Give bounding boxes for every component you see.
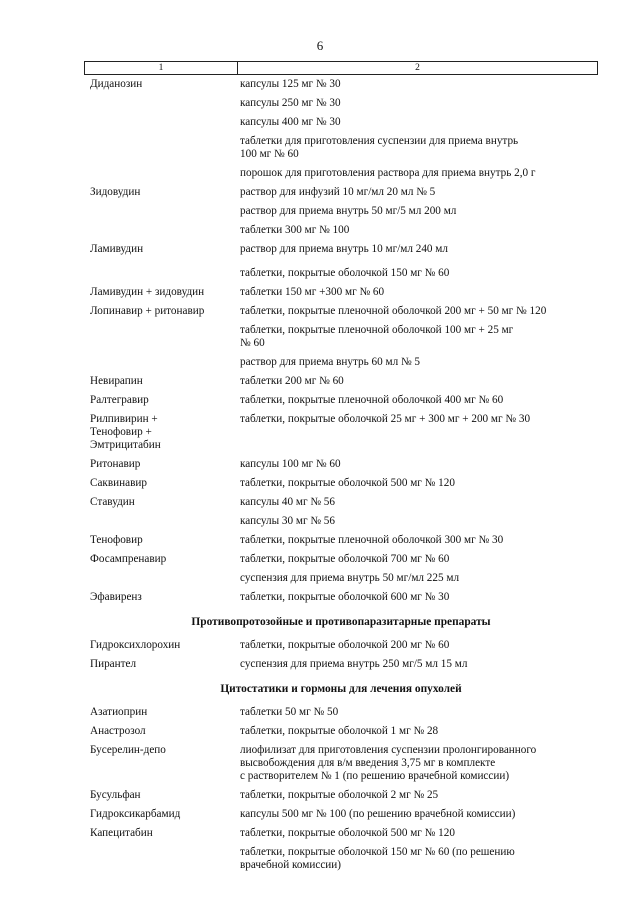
dosage-form: капсулы 30 мг № 56 <box>240 515 335 527</box>
table-row <box>84 703 598 722</box>
table-row <box>84 588 598 607</box>
dosage-form: таблетки, покрытые оболочкой 500 мг № 120 <box>240 477 455 489</box>
dosage-form: таблетки, покрытые пленочной оболочкой 200 мг + 50 мг № 120 <box>240 305 547 317</box>
column-header-1: 1 <box>85 62 238 74</box>
table-row <box>84 655 598 674</box>
drug-name: Бусерелин-депо <box>90 744 166 756</box>
table-row <box>84 474 598 493</box>
table-row <box>84 391 598 410</box>
table-row <box>84 264 598 283</box>
section-heading: Противопротозойные и противопаразитарные препараты <box>191 616 491 628</box>
dosage-form: раствор для приема внутрь 50 мг/5 мл 200 мл <box>240 205 457 217</box>
drug-name <box>84 356 240 369</box>
drug-name: Рилпивирин + Тенофовир + Эмтрицитабин <box>90 413 161 451</box>
table-row <box>84 741 598 786</box>
dosage-form: таблетки, покрытые оболочкой 700 мг № 60 <box>240 553 450 565</box>
column-header-2: 2 <box>415 63 420 73</box>
drug-name <box>84 267 240 280</box>
dosage-form: капсулы 100 мг № 60 <box>240 458 341 470</box>
drug-name: Невирапин <box>90 375 143 387</box>
table-row <box>84 113 598 132</box>
table-row <box>84 94 598 113</box>
dosage-form: таблетки, покрытые пленочной оболочкой 100 мг + 25 мг № 60 <box>240 324 514 349</box>
drug-name <box>84 515 240 528</box>
table-row <box>84 221 598 240</box>
table-row <box>84 805 598 824</box>
table-row <box>84 843 598 875</box>
drug-name: Эфавиренз <box>90 591 142 603</box>
drug-name: Капецитабин <box>90 827 153 839</box>
table-row <box>84 353 598 372</box>
dosage-form: таблетки 200 мг № 60 <box>240 375 344 387</box>
table-row <box>84 302 598 321</box>
dosage-form: капсулы 125 мг № 30 <box>240 78 341 90</box>
dosage-form: капсулы 40 мг № 56 <box>240 496 335 508</box>
dosage-form: суспензия для приема внутрь 50 мг/мл 225 мл <box>240 572 460 584</box>
drug-name <box>84 846 240 872</box>
dosage-form: раствор для приема внутрь 10 мг/мл 240 мл <box>240 243 448 255</box>
dosage-form: таблетки 50 мг № 50 <box>240 706 339 718</box>
table-row <box>84 531 598 550</box>
drug-name <box>84 135 240 161</box>
dosage-form: таблетки, покрытые оболочкой 1 мг № 28 <box>240 725 439 737</box>
drug-name: Лопинавир + ритонавир <box>90 305 205 317</box>
section-heading: Цитостатики и гормоны для лечения опухолей <box>220 683 462 695</box>
dosage-form: таблетки 150 мг +300 мг № 60 <box>240 286 385 298</box>
dosage-form: таблетки, покрытые оболочкой 150 мг № 60 <box>240 267 450 279</box>
dosage-form: капсулы 250 мг № 30 <box>240 97 341 109</box>
dosage-form: таблетки, покрытые пленочной оболочкой 300 мг № 30 <box>240 534 504 546</box>
dosage-form: таблетки, покрытые оболочкой 25 мг + 300 мг + 200 мг № 30 <box>240 413 531 425</box>
table-row <box>84 410 598 455</box>
drug-name: Гидроксикарбамид <box>90 808 181 820</box>
drug-name: Тенофовир <box>90 534 143 546</box>
table-row <box>84 493 598 512</box>
dosage-form: таблетки, покрытые оболочкой 2 мг № 25 <box>240 789 439 801</box>
table-row <box>84 569 598 588</box>
drug-name: Ралтегравир <box>90 394 149 406</box>
dosage-form: таблетки, покрытые оболочкой 600 мг № 30 <box>240 591 450 603</box>
dosage-form: таблетки, покрытые оболочкой 200 мг № 60 <box>240 639 450 651</box>
drug-name: Ламивудин <box>90 243 144 255</box>
drug-name <box>84 97 240 110</box>
drug-name <box>84 324 240 350</box>
table-row <box>84 321 598 353</box>
dosage-form: капсулы 500 мг № 100 (по решению врачебной комиссии) <box>240 808 516 820</box>
dosage-form: таблетки, покрытые оболочкой 500 мг № 120 <box>240 827 455 839</box>
drug-name: Ставудин <box>90 496 135 508</box>
column-header-row <box>84 61 598 75</box>
drug-name <box>84 205 240 218</box>
dosage-form: таблетки для приготовления суспензии для приема внутрь 100 мг № 60 <box>240 135 519 160</box>
drug-name: Ритонавир <box>90 458 141 470</box>
table-row <box>84 202 598 221</box>
drug-name: Зидовудин <box>90 186 141 198</box>
dosage-form: таблетки, покрытые пленочной оболочкой 400 мг № 60 <box>240 394 504 406</box>
drug-name: Саквинавир <box>90 477 147 489</box>
table-row <box>84 512 598 531</box>
drug-name <box>84 167 240 180</box>
dosage-form: капсулы 400 мг № 30 <box>240 116 341 128</box>
drug-name <box>84 224 240 237</box>
table-row <box>84 722 598 741</box>
table-row <box>84 824 598 843</box>
table-row <box>84 455 598 474</box>
table-row <box>84 75 598 94</box>
drug-name: Ламивудин + зидовудин <box>90 286 205 298</box>
drug-name: Азатиоприн <box>90 706 148 718</box>
table-row <box>84 636 598 655</box>
dosage-form: суспензия для приема внутрь 250 мг/5 мл 15 мл <box>240 658 468 670</box>
dosage-form: раствор для инфузий 10 мг/мл 20 мл № 5 <box>240 186 436 198</box>
table-row <box>84 183 598 202</box>
dosage-form: порошок для приготовления раствора для приема внутрь 2,0 г <box>240 167 536 179</box>
drug-name: Гидроксихлорохин <box>90 639 181 651</box>
dosage-form: таблетки 300 мг № 100 <box>240 224 350 236</box>
table-body <box>84 75 598 875</box>
drug-table <box>84 61 598 875</box>
drug-name <box>84 116 240 129</box>
table-row <box>84 372 598 391</box>
drug-name: Пирантел <box>90 658 137 670</box>
page-number: 6 <box>316 38 324 53</box>
table-row <box>84 164 598 183</box>
table-row <box>84 132 598 164</box>
drug-name: Анастрозол <box>90 725 146 737</box>
drug-name: Фосампренавир <box>90 553 167 565</box>
dosage-form: лиофилизат для приготовления суспензии пролонгированного высвобождения для в/м введения 3,75 мг в комплекте с растворителем № 1 (по решению врачебной комиссии) <box>240 744 537 782</box>
drug-name: Бусульфан <box>90 789 141 801</box>
dosage-form: раствор для приема внутрь 60 мл № 5 <box>240 356 421 368</box>
table-row <box>84 240 598 259</box>
drug-name: Диданозин <box>90 78 143 90</box>
table-row <box>84 786 598 805</box>
dosage-form: таблетки, покрытые оболочкой 150 мг № 60 (по решению врачебной комиссии) <box>240 846 515 871</box>
table-row <box>84 550 598 569</box>
drug-name <box>84 572 240 585</box>
table-row <box>84 283 598 302</box>
